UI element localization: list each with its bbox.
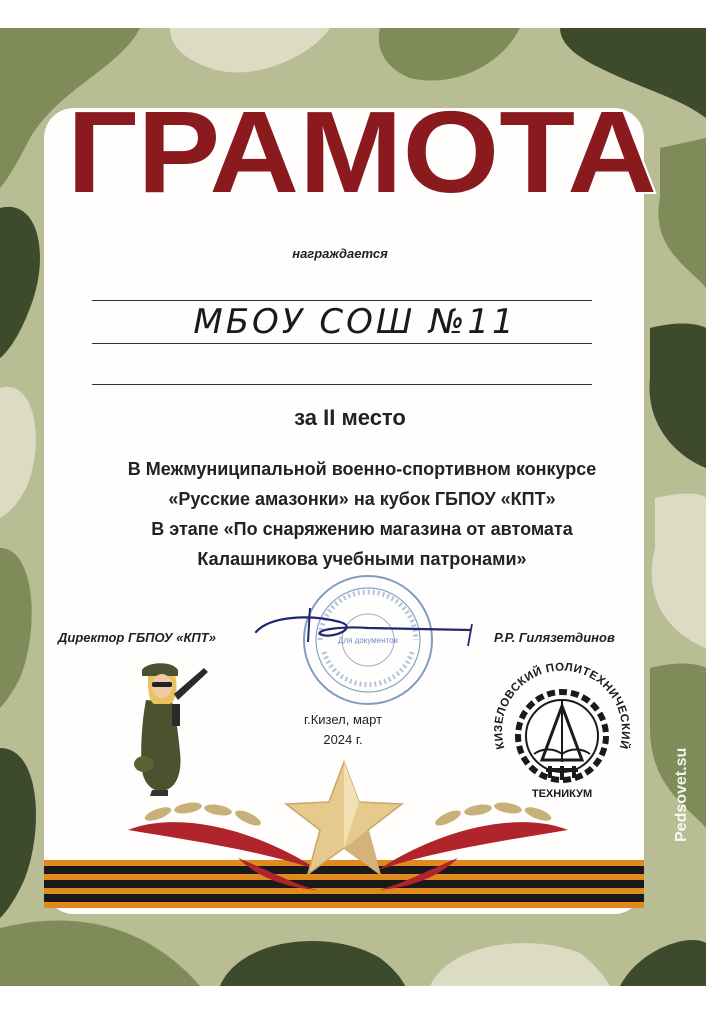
contest-line-3: В этапе «По снаряжению магазина от автомата <box>151 519 573 539</box>
college-logo <box>482 650 642 810</box>
contest-line-2: «Русские амазонки» на кубок ГБПОУ «КПТ» <box>168 489 556 509</box>
contest-description <box>40 454 684 574</box>
college-logo-bottom-text: ТЕХНИКУМ <box>531 788 593 800</box>
year: 2024 г. <box>323 732 363 747</box>
stamp-text: Для документов <box>338 636 398 645</box>
soldier-girl-illustration <box>112 660 212 796</box>
certificate-title <box>40 80 684 220</box>
contest-line-4: Калашникова учебными патронами» <box>197 549 527 569</box>
title-text: ГРАМОТА <box>67 87 657 217</box>
gold-star <box>282 758 406 882</box>
city-date <box>278 710 408 750</box>
director-name: Р.Р. Гилязетдинов <box>494 630 615 645</box>
recipient-line-2 <box>92 343 592 344</box>
place-text: за II место <box>294 405 406 430</box>
recipient-line-3 <box>92 384 592 385</box>
college-logo-arc-text: КИЗЕЛОВСКИЙ ПОЛИТЕХНИЧЕСКИЙ <box>492 661 632 751</box>
awarded-label: награждается <box>292 246 388 261</box>
pedsovet-watermark <box>652 708 712 848</box>
contest-line-1: В Межмуниципальной военно-спортивном конкурсе <box>127 459 597 479</box>
watermark-text: Pedsovet.su <box>673 747 690 842</box>
recipient-line-1 <box>92 300 592 301</box>
city-month: г.Кизел, март <box>303 712 383 727</box>
director-title: Директор ГБПОУ «КПТ» <box>58 630 216 645</box>
recipient-name: МБОУ СОШ №11 <box>193 302 517 342</box>
signature <box>250 600 490 650</box>
